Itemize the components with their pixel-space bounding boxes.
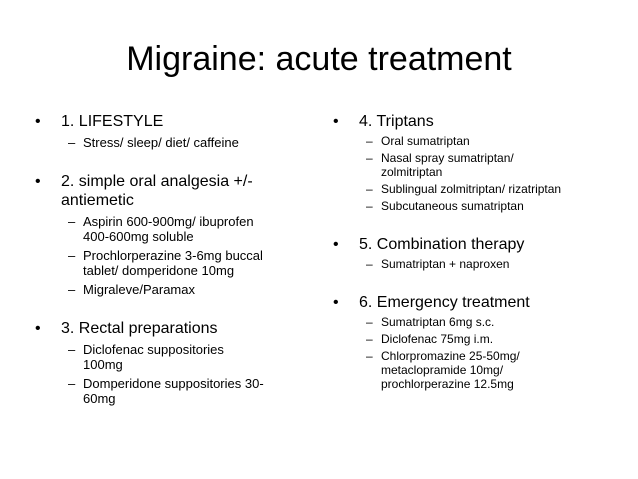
- bullet-dot: •: [35, 113, 41, 130]
- slide-title: Migraine: acute treatment: [126, 40, 512, 78]
- sub-list: [333, 134, 623, 213]
- bullet-heading: 4. Triptans: [359, 113, 434, 130]
- sub-item-line: prochlorperazine 12.5mg: [381, 377, 514, 391]
- sub-list: [35, 214, 320, 297]
- bullet-emergency: [333, 293, 623, 312]
- sub-dash: –: [68, 282, 76, 297]
- sub-item-line: Sumatriptan 6mg s.c.: [381, 315, 495, 329]
- sub-item: [333, 151, 623, 179]
- bullet-rectal: [35, 319, 320, 338]
- bullet-dot: •: [333, 294, 339, 311]
- sub-dash: –: [366, 332, 373, 346]
- sub-item-line: 100mg: [83, 357, 123, 372]
- bullet-heading-line: antiemetic: [61, 192, 134, 209]
- bullet-heading: 6. Emergency treatment: [359, 294, 530, 311]
- sub-item-line: Aspirin 600-900mg/ ibuprofen: [83, 214, 254, 229]
- sub-item-line: Migraleve/Paramax: [83, 282, 195, 297]
- sub-item: [35, 376, 320, 406]
- bullet-lifestyle: [35, 112, 320, 131]
- sub-dash: –: [68, 135, 76, 150]
- sub-dash: –: [68, 342, 76, 357]
- sub-item-line: Oral sumatriptan: [381, 134, 470, 148]
- bullet-heading: 5. Combination therapy: [359, 236, 525, 253]
- sub-dash: –: [68, 214, 76, 229]
- sub-item-line: 60mg: [83, 391, 116, 406]
- sub-item-line: tablet/ domperidone 10mg: [83, 263, 235, 278]
- bullet-dot: •: [35, 320, 41, 337]
- sub-dash: –: [366, 257, 373, 271]
- bullet-dot: •: [35, 173, 41, 190]
- sub-item-line: Prochlorperazine 3-6mg buccal: [83, 248, 263, 263]
- bullet-heading: 3. Rectal preparations: [61, 320, 218, 337]
- sub-item: [333, 199, 623, 213]
- sub-item: [333, 332, 623, 346]
- sub-item-text: Stress/ sleep/ diet/ caffeine: [83, 135, 239, 150]
- sub-item-line: Chlorpromazine 25-50mg/: [381, 349, 520, 363]
- sub-dash: –: [366, 134, 373, 148]
- sub-item: [35, 214, 320, 244]
- sub-dash: –: [366, 182, 373, 196]
- sub-item: [35, 135, 320, 150]
- bullet-dot: •: [333, 113, 339, 130]
- sub-list: [35, 342, 320, 406]
- sub-list: [35, 135, 320, 150]
- sub-item-line: Sumatriptan + naproxen: [381, 257, 510, 271]
- bullet-heading: 1. LIFESTYLE: [61, 113, 164, 130]
- sub-item-line: Diclofenac 75mg i.m.: [381, 332, 494, 346]
- sub-item-line: Nasal spray sumatriptan/: [381, 151, 514, 165]
- sub-list: [333, 315, 623, 391]
- sub-item: [35, 248, 320, 278]
- bullet-dot: •: [333, 236, 339, 253]
- sub-item: [35, 282, 320, 297]
- sub-item-line: zolmitriptan: [381, 165, 443, 179]
- sub-item: [333, 315, 623, 329]
- bullet-oral-analgesia: [35, 172, 320, 210]
- sub-item: [35, 342, 320, 372]
- sub-item-line: Domperidone suppositories 30-: [83, 376, 264, 391]
- sub-item-line: Diclofenac suppositories: [83, 342, 224, 357]
- bullet-heading-line: 2. simple oral analgesia +/-: [61, 173, 253, 190]
- bullet-combination: [333, 235, 623, 254]
- sub-dash: –: [366, 315, 373, 329]
- sub-dash: –: [366, 199, 373, 213]
- right-column: [333, 112, 623, 391]
- left-column: [35, 112, 320, 406]
- sub-item: [333, 134, 623, 148]
- sub-item: [333, 182, 623, 196]
- sub-item-line: 400-600mg soluble: [83, 229, 194, 244]
- sub-item-line: Sublingual zolmitriptan/ rizatriptan: [381, 182, 562, 196]
- sub-dash: –: [366, 349, 373, 363]
- sub-dash: –: [366, 151, 373, 165]
- sub-item: [333, 349, 623, 391]
- sub-list: [333, 257, 623, 271]
- sub-item-line: metaclopramide 10mg/: [381, 363, 504, 377]
- sub-item: [333, 257, 623, 271]
- bullet-triptans: [333, 112, 623, 131]
- sub-item-line: Subcutaneous sumatriptan: [381, 199, 524, 213]
- sub-dash: –: [68, 248, 76, 263]
- sub-dash: –: [68, 376, 76, 391]
